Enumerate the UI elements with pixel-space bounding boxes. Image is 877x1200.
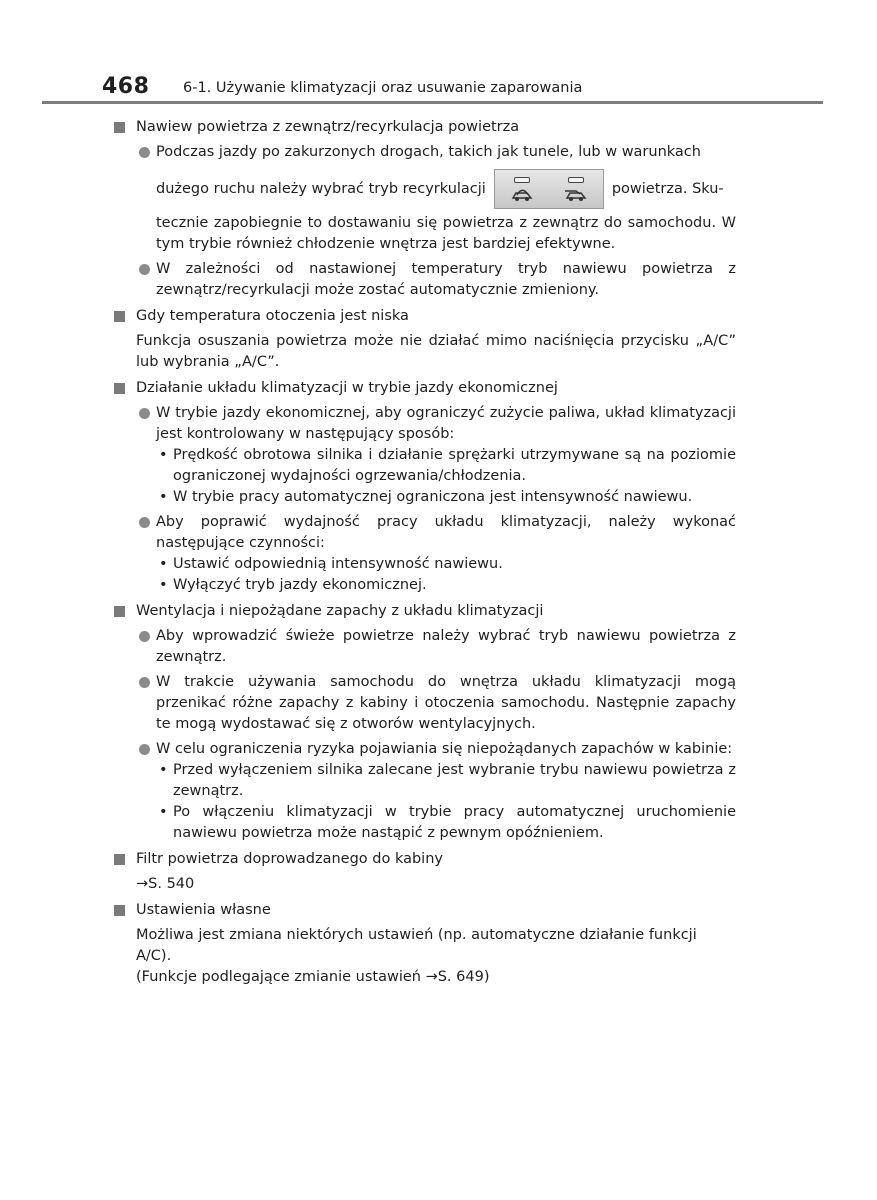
item-text: W celu ograniczenia ryzyka pojawiania się niepożądanych zapachów w kabinie:: [156, 741, 733, 757]
header-rule: [42, 101, 823, 104]
item-text: Aby poprawić wydajność pracy układu klimatyzacji, należy wykonać następujące czynności:: [156, 514, 736, 551]
item-text: W trakcie używania samochodu do wnętrza układu klimatyzacji mogą przenikać różne zapachy z kabiny i otoczenia samochodu. Następnie zapachy te mogą wydostawać się z otworów wentylacyjnych.: [156, 674, 736, 732]
section-heading: [112, 900, 736, 921]
item-text: Podczas jazdy po zakurzonych drogach, takich jak tunele, lub w warunkach: [156, 144, 701, 160]
bullet: •: [159, 762, 168, 778]
section-text: [136, 925, 736, 988]
section-title: Ustawienia własne: [136, 902, 271, 918]
circle-bullet-icon: [139, 677, 150, 688]
section-title: Działanie układu klimatyzacji w trybie jazdy ekonomicznej: [136, 380, 558, 396]
list-item: [112, 142, 736, 255]
list-item: [112, 259, 736, 301]
list-item: [112, 739, 736, 760]
car-fresh-air-icon: [563, 186, 589, 202]
section-heading: [112, 601, 736, 622]
list-item: [112, 626, 736, 668]
circle-bullet-icon: [139, 264, 150, 275]
section-title: Filtr powietrza doprowadzanego do kabiny: [136, 851, 443, 867]
circle-bullet-icon: [139, 631, 150, 642]
section-heading: [112, 849, 736, 870]
sub-item-text: Przed wyłączeniem silnika zalecane jest wybranie trybu nawiewu powietrza z zewnątrz.: [173, 762, 736, 799]
circle-bullet-icon: [139, 517, 150, 528]
sub-item-text: W trybie pracy automatycznej ograniczona jest intensywność nawiewu.: [173, 489, 693, 505]
sub-list-item: [112, 487, 736, 508]
sub-list-item: [112, 802, 736, 844]
bullet: •: [159, 447, 168, 463]
section-title: Wentylacja i niepożądane zapachy z układu klimatyzacji: [136, 603, 544, 619]
list-item: [112, 403, 736, 445]
chapter-title: 6-1. Używanie klimatyzacji oraz usuwanie zaparowania: [183, 80, 583, 96]
sub-item-text: Po włączeniu klimatyzacji w trybie pracy automatycznej uruchomienie nawiewu powietrza może nastąpić z pewnym opóźnieniem.: [173, 804, 736, 841]
bullet: •: [159, 804, 168, 820]
recirculation-button-image: [494, 169, 604, 209]
section-title: Nawiew powietrza z zewnątrz/recyrkulacja powietrza: [136, 119, 520, 135]
item-text: dużego ruchu należy wybrać tryb recyrkulacji: [156, 180, 486, 197]
sub-list-item: [112, 445, 736, 487]
bullet: •: [159, 489, 168, 505]
item-text: W zależności od nastawionej temperatury tryb nawiewu powietrza z zewnątrz/recyrkulacji może zostać automatycznie zmieniony.: [156, 261, 736, 298]
page-content: [112, 115, 736, 988]
section-heading: [112, 378, 736, 399]
circle-bullet-icon: [139, 744, 150, 755]
page-header: [102, 74, 822, 104]
sub-item-text: Ustawić odpowiednią intensywność nawiewu.: [173, 556, 503, 572]
section-heading: [112, 117, 736, 138]
indicator-led-icon: [514, 177, 530, 183]
section-text: Funkcja osuszania powietrza może nie działać mimo naciśnięcia przycisku „A/C” lub wybrania „A/C”.: [136, 333, 736, 370]
list-item: [112, 672, 736, 735]
page-reference: →S. 540: [136, 876, 195, 892]
indicator-led-icon: [568, 177, 584, 183]
bullet: •: [159, 556, 168, 572]
square-bullet-icon: [114, 905, 125, 916]
circle-bullet-icon: [139, 408, 150, 419]
item-text: tecznie zapobiegnie to dostawaniu się powietrza z zewnątrz do samochodu. W tym trybie również chłodzenie wnętrza jest bardziej efektywne.: [156, 215, 736, 252]
sub-list-item: [112, 575, 736, 596]
square-bullet-icon: [114, 383, 125, 394]
square-bullet-icon: [114, 122, 125, 133]
square-bullet-icon: [114, 854, 125, 865]
sub-item-text: Wyłączyć tryb jazdy ekonomicznej.: [173, 577, 427, 593]
item-text: Aby wprowadzić świeże powietrze należy wybrać tryb nawiewu powietrza z zewnątrz.: [156, 628, 736, 665]
item-text: W trybie jazdy ekonomicznej, aby ograniczyć zużycie paliwa, układ klimatyzacji jest kontrolowany w następujący sposób:: [156, 405, 736, 442]
text-line: (Funkcje podlegające zmianie ustawień →S. 649): [136, 969, 490, 985]
sub-item-text: Prędkość obrotowa silnika i działanie sprężarki utrzymywane są na poziomie ograniczonej wydajności ogrzewania/chłodzenia.: [173, 447, 736, 484]
recirculation-line: [156, 169, 736, 209]
item-text: powietrza. Sku-: [611, 180, 724, 197]
sub-list-item: [112, 554, 736, 575]
square-bullet-icon: [114, 606, 125, 617]
car-recirculation-icon: [509, 186, 535, 202]
text-line: Możliwa jest zmiana niektórych ustawień (np. automatyczne działanie funkcji A/C).: [136, 927, 697, 964]
section-title: Gdy temperatura otoczenia jest niska: [136, 308, 409, 324]
circle-bullet-icon: [139, 147, 150, 158]
page-number: 468: [102, 74, 150, 99]
recirculation-mode-button: [509, 177, 535, 202]
fresh-air-mode-button: [563, 177, 589, 202]
square-bullet-icon: [114, 311, 125, 322]
bullet: •: [159, 577, 168, 593]
sub-list-item: [112, 760, 736, 802]
list-item: [112, 512, 736, 554]
section-heading: [112, 306, 736, 327]
